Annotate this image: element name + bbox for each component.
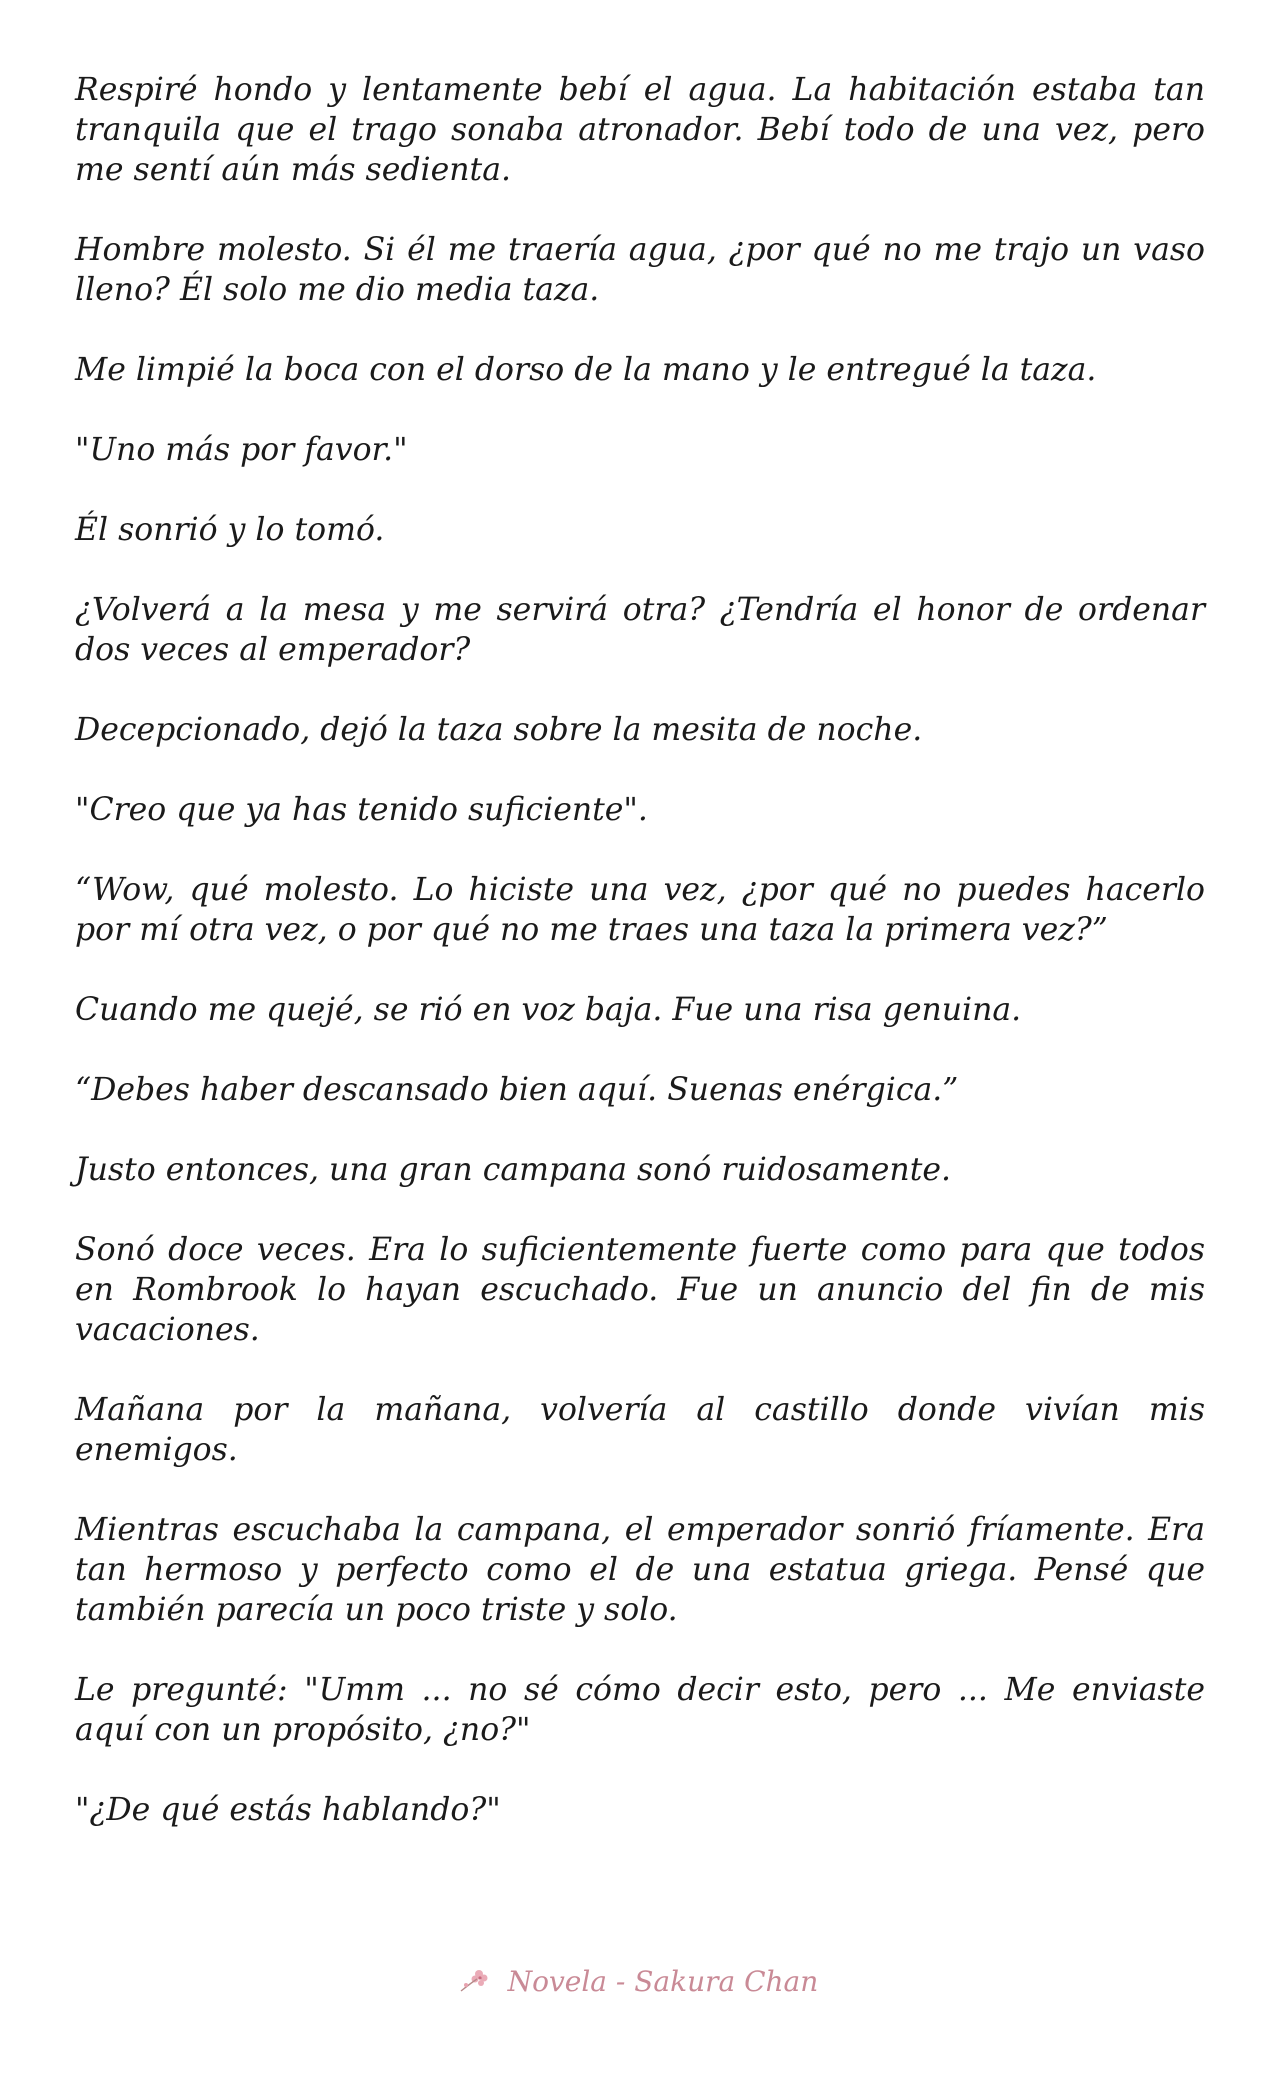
sakura-flower-icon [457, 1965, 493, 2002]
paragraph: Justo entonces, una gran campana sonó ruidosamente. [75, 1152, 952, 1188]
paragraph: Me limpié la boca con el dorso de la mano y le entregué la taza. [75, 352, 1097, 388]
document-body [75, 70, 1205, 1870]
paragraph: "Creo que ya has tenido suficiente". [75, 792, 648, 828]
paragraph: Respiré hondo y lentamente bebí el agua. La habitación estaba tan tranquila que el trago sonaba atronador. Bebí todo de una vez, pero me sentí aún más sedienta. [75, 72, 1205, 188]
paragraph: "Uno más por favor." [75, 432, 408, 468]
paragraph: Le pregunté: "Umm ... no sé cómo decir esto, pero ... Me enviaste aquí con un propósito, ¿no?" [75, 1672, 1205, 1748]
footer-text: Novela - Sakura Chan [507, 1965, 819, 1998]
paragraph: Sonó doce veces. Era lo suficientemente fuerte como para que todos en Rombrook lo hayan escuchado. Fue un anuncio del fin de mis vacaciones. [75, 1232, 1205, 1348]
paragraph: Él sonrió y lo tomó. [75, 512, 385, 548]
paragraph: Hombre molesto. Si él me traería agua, ¿por qué no me trajo un vaso lleno? Él solo me dio media taza. [75, 232, 1205, 308]
paragraph: “Wow, qué molesto. Lo hiciste una vez, ¿por qué no puedes hacerlo por mí otra vez, o por qué no me traes una taza la primera vez?” [75, 872, 1205, 948]
paragraph: “Debes haber descansado bien aquí. Suenas enérgica.” [75, 1072, 959, 1108]
paragraph: ¿Volverá a la mesa y me servirá otra? ¿Tendría el honor de ordenar dos veces al emperador? [75, 592, 1205, 668]
paragraph: Mañana por la mañana, volvería al castillo donde vivían mis enemigos. [75, 1392, 1205, 1468]
paragraph: "¿De qué estás hablando?" [75, 1792, 501, 1828]
paragraph: Decepcionado, dejó la taza sobre la mesita de noche. [75, 712, 923, 748]
footer-watermark [0, 1965, 1275, 2002]
paragraph: Mientras escuchaba la campana, el emperador sonrió fríamente. Era tan hermoso y perfecto como el de una estatua griega. Pensé que también parecía un poco triste y solo. [75, 1512, 1205, 1628]
paragraph: Cuando me quejé, se rió en voz baja. Fue una risa genuina. [75, 992, 1022, 1028]
